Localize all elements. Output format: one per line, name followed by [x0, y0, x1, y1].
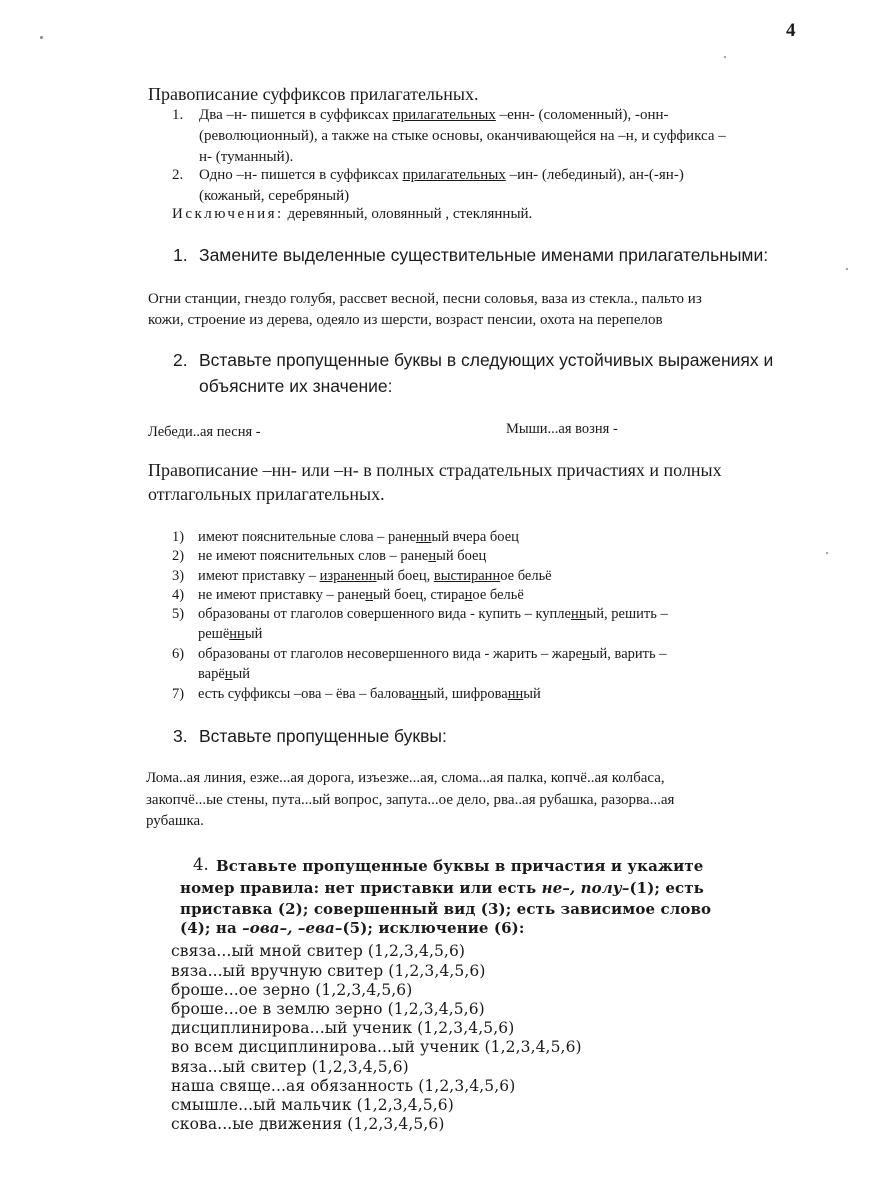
task-1-title: Замените выделенные существительные именами прилагательными: — [199, 245, 769, 265]
task-2-title-line-2: объясните их значение: — [199, 376, 393, 396]
task-3-line-3: рубашка. — [146, 813, 204, 829]
task-2-number: 2. — [173, 350, 188, 370]
exercise-item: вяза...ый свитер (1,2,3,4,5,6) — [171, 1058, 409, 1076]
task-1-number: 1. — [173, 245, 188, 265]
section-2-title-line-2: отглагольных прилагательных. — [148, 484, 385, 504]
rule-item-4: 4) не имеют приставку – раненый боец, стираное бельё — [172, 587, 524, 603]
exercise-item: скова...ые движения (1,2,3,4,5,6) — [171, 1115, 445, 1133]
rule-item-2: 2) не имеют пояснительных слов – раненый боец — [172, 548, 487, 564]
page-number: 4 — [786, 20, 796, 41]
rule-1-line-1: Два –н- пишется в суффиксах прилагательных –енн- (соломенный), -онн- — [199, 107, 669, 123]
exercise-item: броше...ое зерно (1,2,3,4,5,6) — [171, 981, 413, 999]
rule-item-5: 5) образованы от глаголов совершенного вида - купить – купленный, решить – — [172, 606, 668, 622]
task-3-line-1: Лома..ая линия, езже...ая дорога, изъезже...ая, слома...ая палка, копчё..ая колбаса, — [146, 770, 665, 786]
exercise-item: дисциплинирова...ый ученик (1,2,3,4,5,6) — [171, 1019, 515, 1037]
task-3-number: 3. — [173, 726, 188, 746]
task-1-line-2: кожи, строение из дерева, одеяло из шерсти, возраст пенсии, охота на перепелов — [148, 312, 663, 328]
section-2-title-line-1: Правописание –нн- или –н- в полных страдательных причастиях и полных — [148, 460, 722, 480]
task-3-title: Вставьте пропущенные буквы: — [199, 726, 447, 746]
rule-item-7: 7) есть суффиксы –ова – ёва – балованный, шифрованный — [172, 686, 541, 702]
rule-1-number: 1. — [172, 107, 184, 123]
exercise-item: во всем дисциплинирова...ый ученик (1,2,3,4,5,6) — [171, 1038, 582, 1056]
task-4-title-line-2: номер правила: нет приставки или есть не–, полу–(1); есть — [180, 879, 704, 897]
task-4-number: 4. — [193, 855, 209, 874]
task-2-item-right: Мыши...ая возня - — [506, 421, 618, 437]
exercise-item: смышле...ый мальчик (1,2,3,4,5,6) — [171, 1096, 454, 1114]
scan-speck — [40, 36, 43, 39]
exercise-item: связа...ый мной свитер (1,2,3,4,5,6) — [171, 942, 466, 960]
task-4-title-line-1: Вставьте пропущенные буквы в причастия и укажите — [216, 857, 704, 875]
task-4-title-line-3: приставка (2); совершенный вид (3); есть зависимое слово — [180, 900, 712, 918]
exercise-item: вяза...ый вручную свитер (1,2,3,4,5,6) — [171, 962, 486, 980]
rule-2-line-2: (кожаный, серебряный) — [199, 188, 350, 204]
rule-2-line-1: Одно –н- пишется в суффиксах прилагательных –ин- (лебединый), ан-(-ян-) — [199, 167, 684, 183]
task-1-line-1: Огни станции, гнездо голубя, рассвет весной, песни соловья, ваза из стекла., пальто из — [148, 291, 702, 307]
rule-item-6: 6) образованы от глаголов несовершенного вида - жарить – жареный, варить – — [172, 646, 667, 662]
exercise-item: броше...ое в землю зерно (1,2,3,4,5,6) — [171, 1000, 485, 1018]
exercise-item: наша свяще...ая обязанность (1,2,3,4,5,6) — [171, 1077, 516, 1095]
task-3-line-2: закопчё...ые стены, пута...ый вопрос, запута...ое дело, рва..ая рубашка, разорва...ая — [146, 792, 675, 808]
task-2-title-line-1: Вставьте пропущенные буквы в следующих устойчивых выражениях и — [199, 350, 774, 370]
scan-speck — [724, 56, 726, 58]
scan-speck — [826, 552, 828, 554]
rule-item-3: 3) имеют приставку – израненный боец, выстиранное бельё — [172, 568, 552, 584]
rule-item-5-line-2: решённый — [198, 626, 263, 642]
section-title: Правописание суффиксов прилагательных. — [148, 84, 479, 104]
exceptions-line: Исключения: деревянный, оловянный , стеклянный. — [172, 206, 533, 222]
rule-1-line-3: н- (туманный). — [199, 149, 294, 165]
scan-speck — [846, 268, 848, 270]
rule-item-1: 1) имеют пояснительные слова – раненный вчера боец — [172, 529, 519, 545]
rule-2-number: 2. — [172, 167, 184, 183]
rule-1-line-2: (революционный), а также на стыке основы, оканчивающейся на –н, и суффикса – — [199, 128, 726, 144]
rule-item-6-line-2: варёный — [198, 666, 251, 682]
task-2-item-left: Лебеди..ая песня - — [148, 424, 261, 440]
task-4-title-line-4: (4); на –ова–, –ева–(5); исключение (6): — [180, 919, 525, 937]
